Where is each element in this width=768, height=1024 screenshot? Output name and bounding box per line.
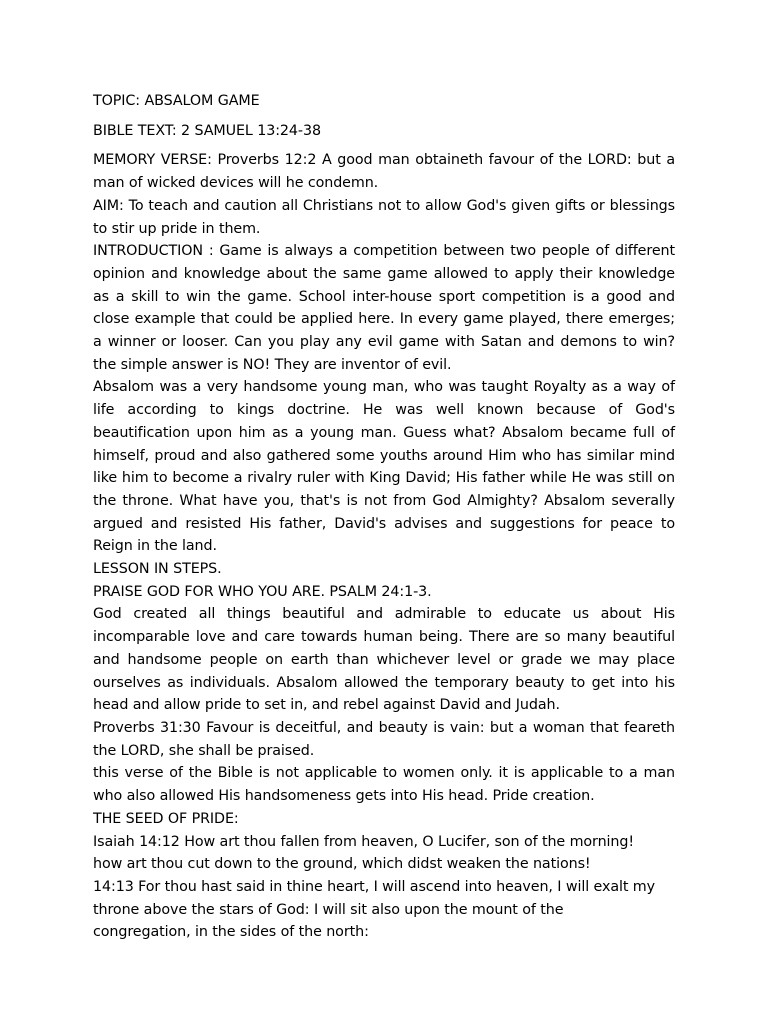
isaiah-line-1: Isaiah 14:12 How art thou fallen from heaven, O Lucifer, son of the morning! (93, 833, 634, 850)
verse-13-line-1: 14:13 For thou hast said in thine heart, I will ascend into heaven, I will exalt my (93, 878, 655, 895)
topic-line: TOPIC: ABSALOM GAME (93, 93, 260, 109)
proverbs-paragraph: Proverbs 31:30 Favour is deceitful, and beauty is vain: but a woman that feareth the LORD, she shall be praised. (93, 719, 675, 759)
verse-note-paragraph: this verse of the Bible is not applicable to women only. it is applicable to a man who also allowed His handsomeness gets into His head. Pride creation. (93, 765, 675, 805)
document-page (93, 90, 675, 944)
seed-heading: THE SEED OF PRIDE: (93, 810, 239, 827)
god-created-paragraph: God created all things beautiful and admirable to educate us about His incomparable love and care towards human being. There are so many beautiful and handsome people on earth than whichever level or grade we may place ourselves as individuals. Absalom allowed the temporary beauty to get into his head and allow pride to set in, and rebel against David and Judah. (93, 606, 675, 714)
lesson-heading: LESSON IN STEPS. (93, 561, 222, 578)
bible-text-line: BIBLE TEXT: 2 SAMUEL 13:24-38 (93, 122, 321, 139)
isaiah-line-2: how art thou cut down to the ground, which didst weaken the nations! (93, 856, 591, 873)
absalom-paragraph: Absalom was a very handsome young man, who was taught Royalty as a way of life according to kings doctrine. He was well known because of God's beautification upon him as a young man. Guess what? Absalom became full of himself, proud and also gathered some youths around Him who has similar mind like him to become a rivalry ruler with King David; His father while He was still on the throne. What have you, that's is not from God Almighty? Absalom severally argued and resisted His father, David's advises and suggestions for peace to Reign in the land. (93, 379, 675, 555)
aim-paragraph: AIM: To teach and caution all Christians not to allow God's given gifts or blessings to stir up pride in them. (93, 197, 675, 237)
praise-heading: PRAISE GOD FOR WHO YOU ARE. PSALM 24:1-3. (93, 583, 432, 600)
memory-verse-paragraph: MEMORY VERSE: Proverbs 12:2 A good man obtaineth favour of the LORD: but a man of wicked devices will he condemn. (93, 152, 675, 192)
verse-13-line-3: congregation, in the sides of the north: (93, 924, 369, 941)
verse-13-line-2: throne above the stars of God: I will sit also upon the mount of the (93, 901, 564, 918)
introduction-paragraph: INTRODUCTION : Game is always a competition between two people of different opinion and knowledge about the same game allowed to apply their knowledge as a skill to win the game. School inter-house sport competition is a good and close example that could be applied here. In every game played, there emerges; a winner or looser. Can you play any evil game with Satan and demons to win? the simple answer is NO! They are inventor of evil. (93, 243, 675, 373)
